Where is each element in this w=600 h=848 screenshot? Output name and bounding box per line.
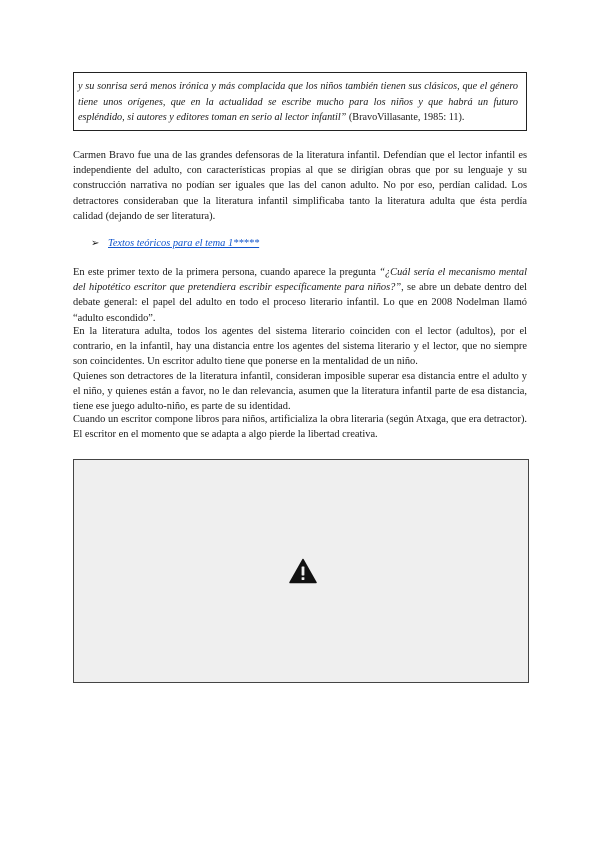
bullet-item xyxy=(91,237,259,251)
textos-teoricos-link[interactable]: Textos teóricos para el tema 1***** xyxy=(108,238,260,249)
warning-icon xyxy=(289,558,317,584)
broken-image-placeholder xyxy=(73,459,529,683)
quote-box xyxy=(73,72,527,131)
paragraph-primer-texto-end: , se abre un debate dentro del debate general: el papel del adulto en todo el proceso literario infantil. Lo que en 2008 Nodelman llamó “adulto escondido”. xyxy=(73,282,527,324)
paragraph-literatura-adulta: En la literatura adulta, todos los agentes del sistema literario coinciden con el lector (adultos), por el contrario, en la infantil, hay una distancia entre los agentes del sistema literario y el lector, que no siempre son coincidentes. Un escritor adulto tiene que ponerse en la mentalidad de un niño. xyxy=(73,326,527,368)
arrow-bullet-icon: ➢ xyxy=(91,238,100,249)
quote-text: y su sonrisa será menos irónica y más complacida que los niños también tienen sus clásicos, que el género tiene unos orígenes, que en la actualidad se escribe mucho para los niños y que habrá un futuro espléndido, si autores y editores toman en serio al lector infantil” xyxy=(78,81,518,123)
paragraph-primer-texto-start: En este primer texto de la primera persona, cuando aparece la pregunta xyxy=(73,267,380,278)
paragraph-escritor-ninos: Cuando un escritor compone libros para niños, artificializa la obra literaria (según Atxaga, que era detractor). El escritor en el momento que se adapta a algo pierde la libertad creativa. xyxy=(73,414,527,441)
paragraph-detractores: Quienes son detractores de la literatura infantil, consideran imposible superar esa distancia entre el adulto y el niño, y quienes están a favor, no le dan relevancia, asumen que la literatura infantil parte de esa distancia, tiene ese juego adulto-niño, es parte de su identidad. xyxy=(73,371,527,413)
paragraph-primer-texto-question: “¿Cuál sería el mecanismo mental del hipotético escritor que pretendiera escribir específicamente para niños?” xyxy=(73,267,528,294)
paragraph-primer-texto xyxy=(73,265,527,326)
quote-citation: (BravoVillasante, 1985: 11). xyxy=(348,112,465,123)
paragraph-carmen-bravo: Carmen Bravo fue una de las grandes defensoras de la literatura infantil. Defendían que el lector infantil es independiente del adulto, con características propias al que se dirigían obras que por su lenguaje y su construcción narrativa no podían ser iguales que las del canon adulto. No por eso, perdían calidad. Los detractores consideraban que la literatura infantil simplificaba tanto la literatura adulta que ésta perdía calidad (dejando de ser literatura). xyxy=(73,150,527,222)
